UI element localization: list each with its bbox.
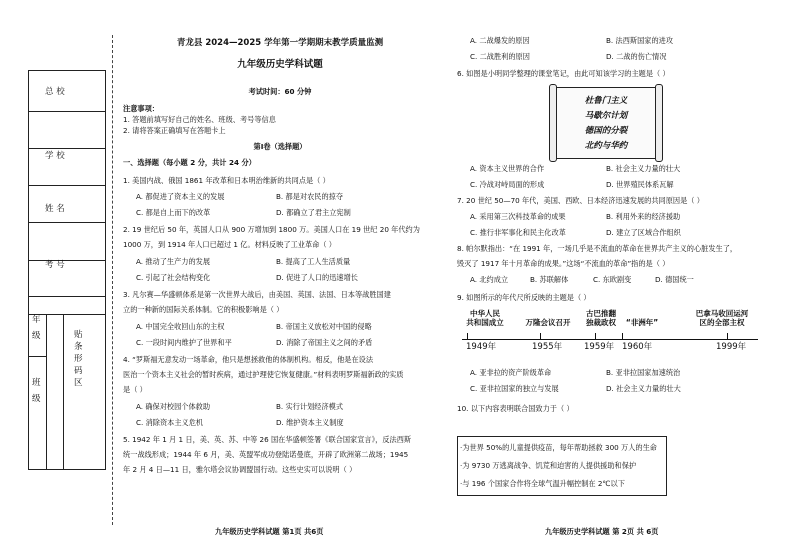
option: A. 都促进了资本主义的发展 bbox=[136, 192, 225, 201]
timeline-tick bbox=[622, 333, 623, 339]
paste-char: 形 bbox=[74, 354, 83, 364]
question-stem: 3. 凡尔赛—华盛顿体系是第一次世界大战后，由美国、英国、法国、日本等战胜国建 bbox=[123, 290, 391, 299]
question-stem: 10. 以下内容表明联合国致力于（ ） bbox=[457, 404, 574, 413]
paste-char: 条 bbox=[74, 342, 83, 352]
question-stem: 1000 万，到 1914 年人口已超过 1 亿。材料反映了工业革命（ ） bbox=[123, 240, 336, 249]
question-stem: 是（ ） bbox=[123, 385, 147, 394]
option: C. 都是自上而下的改革 bbox=[136, 208, 211, 217]
timeline-label: “非洲年” bbox=[625, 318, 659, 327]
paste-char: 区 bbox=[74, 378, 83, 388]
option: A. 推动了生产力的发展 bbox=[136, 257, 211, 266]
scroll-roll-right bbox=[655, 84, 663, 162]
option: B. 苏联解体 bbox=[530, 275, 569, 284]
timeline-tick bbox=[727, 333, 728, 339]
option: C. 冷战对峙局面的形成 bbox=[470, 180, 545, 189]
question-stem: 4. “罗斯福无意发动一场革命，他只是想拯救他的体制机构。相反，他是在设法 bbox=[123, 355, 374, 364]
grade-label-bottom: 级 bbox=[32, 331, 41, 341]
paste-char: 码 bbox=[74, 366, 83, 376]
paste-char: 贴 bbox=[74, 330, 83, 340]
scroll-line: 北约与华约 bbox=[584, 141, 628, 151]
option: B. 利用外来的经济援助 bbox=[606, 212, 681, 221]
field-label-school: 学 校 bbox=[45, 151, 65, 161]
option: B. 实行计划经济模式 bbox=[276, 402, 344, 411]
option: B. 提高了工人生活质量 bbox=[276, 257, 351, 266]
question-stem: 统一战线形成；1944 年 6 月，美、英盟军成功登陆诺曼底，开辟了欧洲第二战场；1945 bbox=[123, 450, 409, 459]
option: A. 采用第三次科技革命的成果 bbox=[470, 212, 566, 221]
option: D. 二战的伤亡情况 bbox=[606, 52, 667, 61]
part-title: 一、选择题（每小题 2 分，共计 24 分） bbox=[123, 158, 256, 167]
question-stem: 立的一种新的国际关系体制。它的积极影响是（ ） bbox=[123, 305, 284, 314]
timeline-axis bbox=[462, 339, 758, 340]
option: C. 东欧剧变 bbox=[593, 275, 632, 284]
scroll-line: 马歇尔计划 bbox=[584, 111, 628, 121]
note-line: 2. 请将答案正确填写在答题卡上 bbox=[123, 126, 226, 135]
question-stem: 医治一个资本主义社会的暂时疾病，通过护理使它恢复健康。”材料表明罗斯福新政的实质 bbox=[123, 370, 404, 379]
timeline-year: 1959年 bbox=[584, 342, 615, 352]
question-stem: 7. 20 世纪 50—70 年代，美国、西欧、日本经济迅速发展的共同原因是（ ） bbox=[457, 196, 704, 205]
timeline-label: 区的全部主权 bbox=[699, 318, 745, 327]
option: B. 亚非拉国家加速统治 bbox=[606, 368, 681, 377]
scroll-note-image bbox=[555, 87, 657, 159]
timeline-year: 1999年 bbox=[716, 342, 747, 352]
option: C. 消除资本主义危机 bbox=[136, 418, 204, 427]
timeline-label: 巴拿马收回运河 bbox=[695, 309, 749, 318]
option: A. 亚非拉的资产阶级革命 bbox=[470, 368, 552, 377]
option: B. 都是对农民的掠夺 bbox=[276, 192, 344, 201]
question-stem: 年 2 月 4 日—11 日，雅尔塔会议协调盟国行动。这些史实可以说明（ ） bbox=[123, 465, 357, 474]
option: C. 亚非拉国家的独立与发展 bbox=[470, 384, 559, 393]
section-title: 第Ⅰ卷（选择题） bbox=[253, 142, 307, 151]
question-stem: 2. 19 世纪后 50 年，英国人口从 900 万增加到 1800 万。美国人口在 19 世纪 20 年代约为 bbox=[123, 225, 420, 234]
option: D. 促进了人口的迅速增长 bbox=[276, 273, 358, 282]
grade-label-top: 年 bbox=[32, 315, 41, 325]
timeline-figure bbox=[462, 309, 762, 359]
scroll-line: 杜鲁门主义 bbox=[584, 96, 628, 106]
scroll-roll-left bbox=[549, 84, 557, 162]
timeline-tick bbox=[595, 333, 596, 339]
option: C. 二战胜利的原因 bbox=[470, 52, 530, 61]
question-stem: 5. 1942 年 1 月 1 日，美、英、苏、中等 26 国在华盛顿签署《联合国家宣言》，反法西斯 bbox=[123, 435, 412, 444]
field-label-exam-number: 考 号 bbox=[45, 260, 65, 270]
option: D. 社会主义力量的壮大 bbox=[606, 384, 681, 393]
timeline-tick bbox=[467, 333, 468, 339]
option: A. 二战爆发的原因 bbox=[470, 36, 530, 45]
timeline-tick bbox=[540, 333, 541, 339]
exam-time: 考试时间：60 分钟 bbox=[248, 87, 312, 96]
exam-title: 青龙县 2024—2025 学年第一学期期末教学质量监测 bbox=[176, 38, 384, 48]
notes-title: 注意事项： bbox=[123, 104, 159, 113]
question-stem: 毁灭了 1917 年十月革命的成果。”这场“不流血的革命”指的是（ ） bbox=[457, 259, 670, 268]
field-row bbox=[29, 260, 105, 297]
timeline-label: 共和国成立 bbox=[466, 318, 504, 327]
un-material-box bbox=[457, 436, 667, 496]
timeline-label: 万隆会议召开 bbox=[525, 318, 571, 327]
option: A. 中国完全收回山东的主权 bbox=[136, 322, 225, 331]
option: A. 北约成立 bbox=[470, 275, 509, 284]
field-label-name: 姓 名 bbox=[45, 204, 65, 214]
question-stem: 1. 美国内战、俄国 1861 年改革和日本明治维新的共同点是（ ） bbox=[123, 176, 330, 185]
option: B. 帝国主义放松对中国的侵略 bbox=[276, 322, 372, 331]
option: D. 建立了区域合作组织 bbox=[606, 228, 681, 237]
option: D. 消除了帝国主义之间的矛盾 bbox=[276, 338, 373, 347]
field-row bbox=[29, 185, 105, 223]
material-line: ·与 196 个国家合作将全球气温升幅控制在 2℃以下 bbox=[460, 479, 625, 488]
footer-left: 九年级历史学科试题 第1页 共6页 bbox=[215, 527, 324, 536]
field-row bbox=[29, 148, 105, 186]
option: A. 资本主义世界的合作 bbox=[470, 164, 545, 173]
binding-dashed-line bbox=[112, 35, 113, 525]
student-info-panel bbox=[28, 70, 106, 470]
option: B. 法西斯国家的进攻 bbox=[606, 36, 674, 45]
timeline-label: 独裁政权 bbox=[586, 318, 616, 327]
option: C. 引起了社会结构变化 bbox=[136, 273, 211, 282]
field-row bbox=[29, 71, 105, 112]
material-line: ·为世界 50%的儿童提供疫苗，每年帮助拯救 300 万人的生命 bbox=[460, 443, 657, 452]
question-stem: 9. 如图所示的年代尺所反映的主题是（ ） bbox=[457, 293, 591, 302]
material-line: ·为 9730 万逃离战争、饥荒和迫害的人提供援助和保护 bbox=[460, 461, 637, 470]
option: D. 德国统一 bbox=[655, 275, 694, 284]
scroll-line: 德国的分裂 bbox=[584, 126, 628, 136]
option: D. 维护资本主义制度 bbox=[276, 418, 344, 427]
option: D. 都确立了君主立宪制 bbox=[276, 208, 351, 217]
timeline-year: 1949年 bbox=[466, 342, 497, 352]
option: D. 世界殖民体系瓦解 bbox=[606, 180, 674, 189]
field-row bbox=[29, 111, 105, 149]
footer-right: 九年级历史学科试题 第 2页 共 6页 bbox=[545, 527, 659, 536]
class-label-bottom: 级 bbox=[32, 394, 41, 404]
timeline-label: 中华人民 bbox=[470, 309, 500, 318]
note-line: 1. 答题前填写好自己的姓名、班级、考号等信息 bbox=[123, 115, 276, 124]
field-label-school-district: 总 校 bbox=[45, 87, 65, 97]
timeline-label: 古巴推翻 bbox=[586, 309, 616, 318]
timeline-year: 1955年 bbox=[532, 342, 563, 352]
option: C. 一段时间内维护了世界和平 bbox=[136, 338, 232, 347]
barcode-paste-area bbox=[74, 329, 88, 389]
field-row bbox=[29, 204, 105, 261]
question-stem: 6. 如图是小明同学整理的课堂笔记，由此可知该学习的主题是（ ） bbox=[457, 69, 670, 78]
class-label-top: 班 bbox=[32, 378, 41, 388]
timeline-year: 1960年 bbox=[622, 342, 653, 352]
option: B. 社会主义力量的壮大 bbox=[606, 164, 681, 173]
question-stem: 8. 帕尔默指出：“在 1991 年，一场几乎是不流血的革命在世界共产主义的心脏发生了， bbox=[457, 244, 738, 253]
exam-subtitle: 九年级历史学科试题 bbox=[237, 59, 323, 70]
option: A. 确保对校园个体救助 bbox=[136, 402, 211, 411]
option: C. 推行非军事化和民主化改革 bbox=[470, 228, 566, 237]
